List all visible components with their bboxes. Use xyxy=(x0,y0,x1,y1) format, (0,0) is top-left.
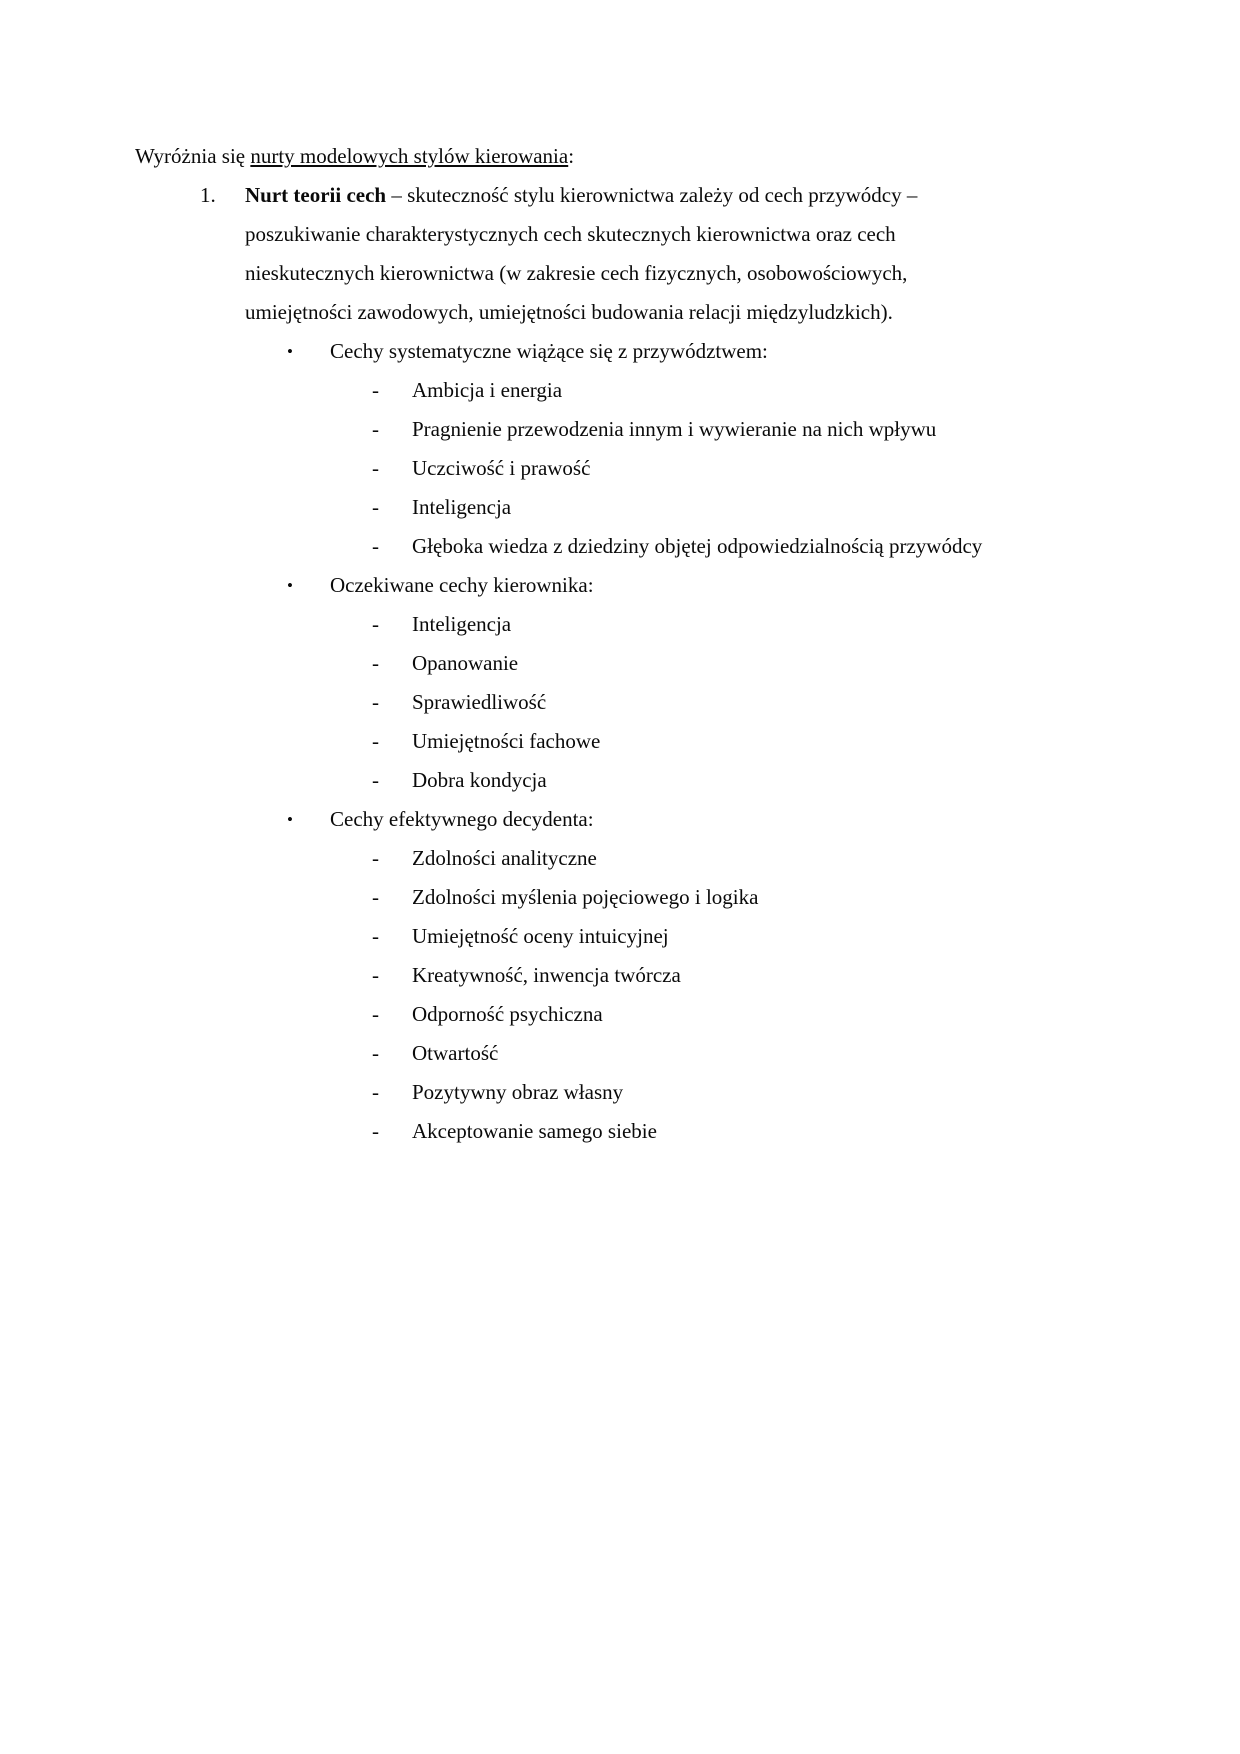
list-item-text: Ambicja i energia xyxy=(412,378,563,402)
list-item-text: Dobra kondycja xyxy=(412,768,547,792)
list-item xyxy=(135,527,1120,566)
bullet-icon: • xyxy=(287,810,293,829)
bullet-heading: Cechy systematyczne wiążące się z przywództwem: xyxy=(330,339,768,363)
list-item-text: Inteligencja xyxy=(412,495,512,519)
intro-line xyxy=(135,137,1120,176)
list-item-text: Pozytywny obraz własny xyxy=(412,1080,624,1104)
paragraph-text: – skuteczność stylu kierownictwa zależy od cech przywódcy – poszukiwanie charakterystycznych cech skutecznych kierownictwa oraz cech nieskutecznych kierownictwa (w zakresie cech fizycznych, osobowościowych, umiejętności zawodowych, umiejętności budowania relacji międzyludzkich). xyxy=(245,183,918,324)
bullet-icon: • xyxy=(287,342,293,361)
dash-icon: - xyxy=(372,651,379,675)
bullet-item xyxy=(135,332,1120,371)
list-item-text: Odporność psychiczna xyxy=(412,1002,603,1026)
numbered-item-paragraph xyxy=(245,176,925,332)
list-item xyxy=(135,410,1120,449)
dash-icon: - xyxy=(372,846,379,870)
list-item xyxy=(135,1112,1120,1151)
dash-icon: - xyxy=(372,378,379,402)
numbered-list-item xyxy=(135,176,1120,332)
dash-icon: - xyxy=(372,885,379,909)
list-item-text: Akceptowanie samego siebie xyxy=(412,1119,657,1143)
list-item xyxy=(135,722,1120,761)
dash-icon: - xyxy=(372,612,379,636)
bullet-item xyxy=(135,800,1120,839)
list-item xyxy=(135,761,1120,800)
list-item-text: Kreatywność, inwencja twórcza xyxy=(412,963,681,987)
list-item xyxy=(135,1073,1120,1112)
list-item-text: Sprawiedliwość xyxy=(412,690,547,714)
list-item-text: Uczciwość i prawość xyxy=(412,456,591,480)
list-item xyxy=(135,605,1120,644)
dash-icon: - xyxy=(372,924,379,948)
dash-icon: - xyxy=(372,963,379,987)
dash-icon: - xyxy=(372,495,379,519)
list-item-text: Opanowanie xyxy=(412,651,519,675)
dash-icon: - xyxy=(372,1080,379,1104)
intro-suffix: : xyxy=(568,144,575,168)
intro-underlined-phrase: nurty modelowych stylów kierowania xyxy=(250,144,569,168)
list-item xyxy=(135,683,1120,722)
list-item-text: Umiejętność oceny intuicyjnej xyxy=(412,924,669,948)
dash-icon: - xyxy=(372,534,379,558)
list-item-text: Umiejętności fachowe xyxy=(412,729,601,753)
list-item xyxy=(135,878,1120,917)
list-item xyxy=(135,995,1120,1034)
dash-icon: - xyxy=(372,1119,379,1143)
bullet-heading: Cechy efektywnego decydenta: xyxy=(330,807,594,831)
bullet-heading: Oczekiwane cechy kierownika: xyxy=(330,573,594,597)
list-item-text: Inteligencja xyxy=(412,612,512,636)
dash-icon: - xyxy=(372,456,379,480)
list-item-text: Zdolności analityczne xyxy=(412,846,597,870)
list-item-text: Zdolności myślenia pojęciowego i logika xyxy=(412,885,759,909)
dash-icon: - xyxy=(372,417,379,441)
dash-icon: - xyxy=(372,690,379,714)
list-item-text: Pragnienie przewodzenia innym i wywieranie na nich wpływu xyxy=(412,417,937,441)
list-item xyxy=(135,449,1120,488)
dash-icon: - xyxy=(372,1002,379,1026)
bullet-icon: • xyxy=(287,576,293,595)
bold-term: Nurt teorii cech xyxy=(245,183,387,207)
intro-prefix: Wyróżnia się xyxy=(135,144,251,168)
list-number: 1. xyxy=(200,183,216,207)
list-item-text: Otwartość xyxy=(412,1041,499,1065)
list-item xyxy=(135,1034,1120,1073)
list-item xyxy=(135,956,1120,995)
list-item xyxy=(135,488,1120,527)
bullet-item xyxy=(135,566,1120,605)
dash-icon: - xyxy=(372,768,379,792)
dash-icon: - xyxy=(372,1041,379,1065)
list-item xyxy=(135,917,1120,956)
list-item-text: Głęboka wiedza z dziedziny objętej odpowiedzialnością przywódcy xyxy=(412,534,983,558)
list-item xyxy=(135,644,1120,683)
list-item xyxy=(135,371,1120,410)
dash-icon: - xyxy=(372,729,379,753)
list-item xyxy=(135,839,1120,878)
